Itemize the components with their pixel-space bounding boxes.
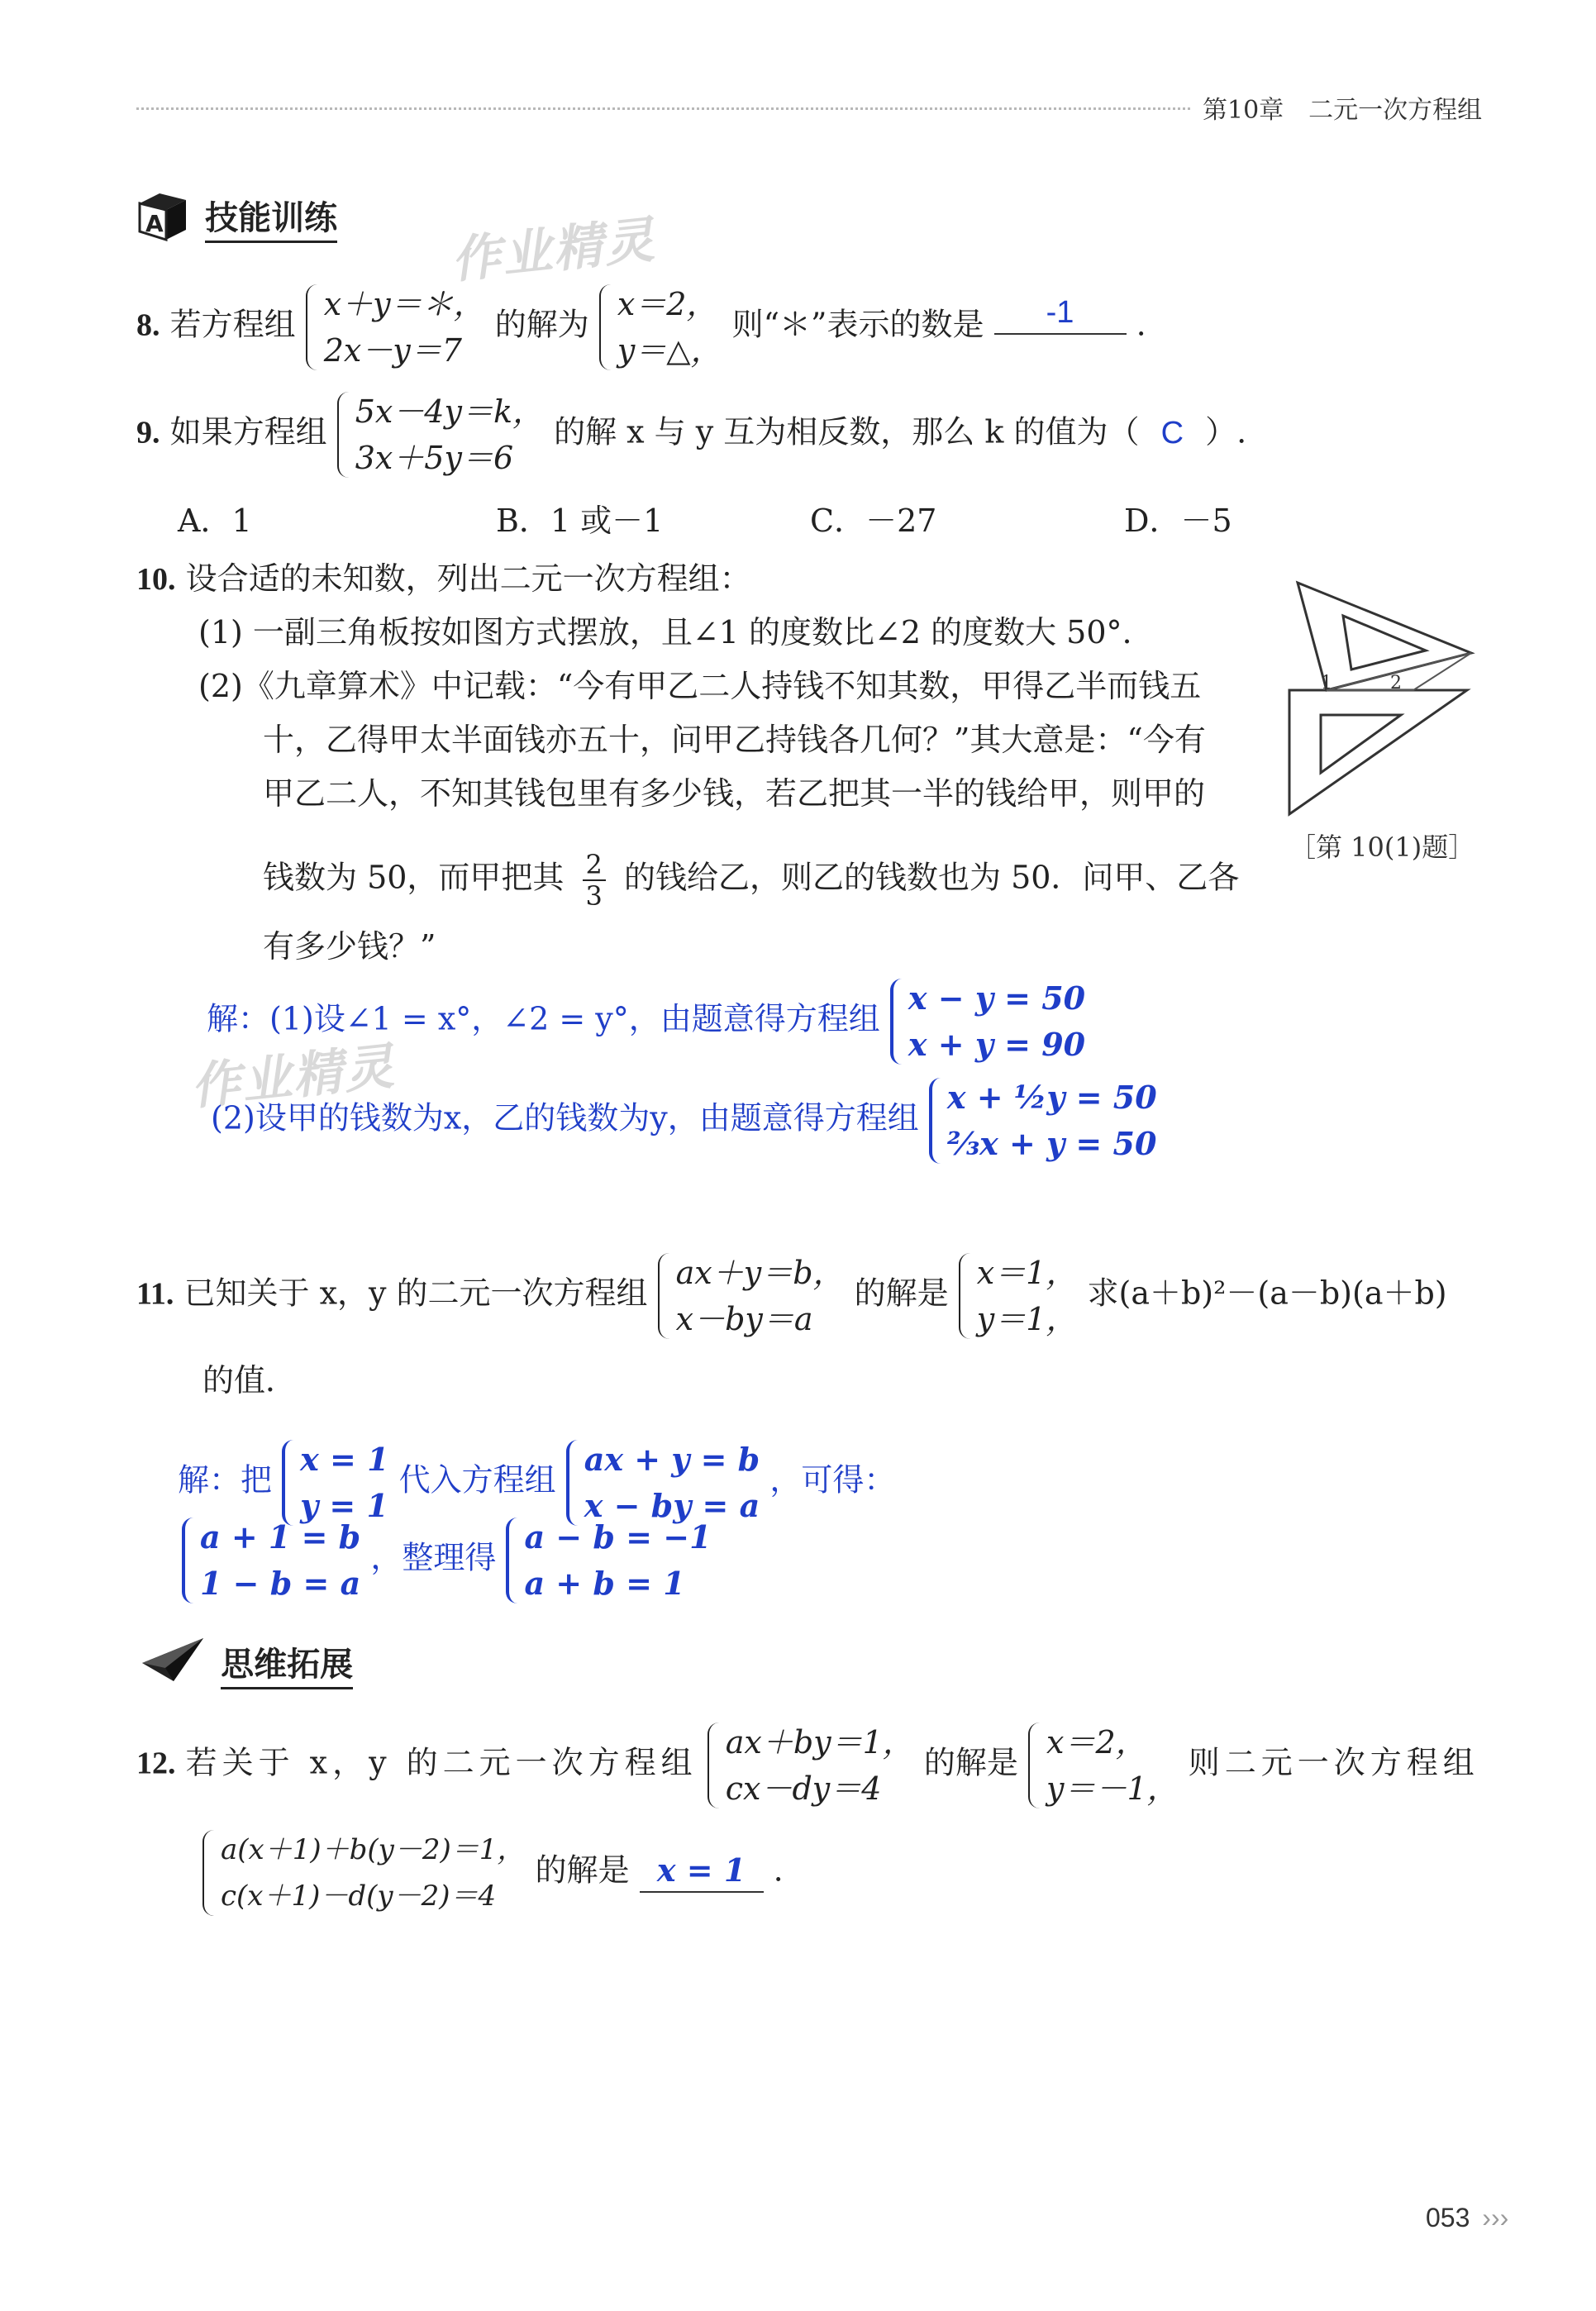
svg-text:A: A <box>145 210 164 237</box>
q9-option-b: B．1 或－1 <box>496 503 664 539</box>
q9-option-c: C．－27 <box>810 503 937 539</box>
q8-answer: -1 <box>994 292 1127 335</box>
svg-text:2: 2 <box>1390 673 1402 693</box>
question-12: 12. 若关于 x，y 的二元一次方程组 ax＋by＝1， cx－dy＝4 的解是 x＝2， y＝－1， 则二元一次方程组 <box>136 1719 1479 1812</box>
q10-solution-1-system: x − y = 50 x + y = 90 <box>890 975 1085 1068</box>
paper-plane-icon <box>141 1635 205 1688</box>
q12-line2: a(x＋1)＋b(y－2)＝1， c(x＋1)－d(y－2)＝4 的解是 x = 1 . <box>202 1827 784 1919</box>
q8-text1: 若方程组 <box>169 306 296 343</box>
q10-solution-2-system: x + ½y = 50 ⅔x + y = 50 <box>929 1074 1157 1167</box>
q11-system-1: ax＋y＝b， x－by＝a <box>658 1250 845 1342</box>
q10-part2-line3: 甲乙二人，不知其钱包里有多少钱，若乙把其一半的钱给甲，则甲的 <box>263 775 1206 812</box>
q10-part1: (1) 一副三角板按如图方式摆放，且∠1 的度数比∠2 的度数大 50°. <box>198 614 1132 650</box>
q9-text2: 的解 x 与 y 互为相反数，那么 k 的值为（ <box>554 413 1140 450</box>
question-9: 9. 如果方程组 5x－4y＝k， 3x＋5y＝6 的解 x 与 y 互为相反数，那么 k 的值为（ C ）. <box>136 388 1246 481</box>
header-rule <box>136 107 1190 110</box>
watermark: 作业精灵 <box>448 211 659 290</box>
section-thinking-extension <box>141 1635 353 1688</box>
q11-text-value: 的值． <box>202 1362 298 1399</box>
question-8: 8. 若方程组 x＋y＝＊， 2x－y＝7 的解为 x＝2， y＝△， 则“＊”表示的数是 -1 . <box>136 281 1146 374</box>
section-a-title: 技能训练 <box>205 199 337 243</box>
chapter-title: 第10章 二元一次方程组 <box>1203 96 1483 125</box>
chevrons-icon: ››› <box>1482 2203 1509 2232</box>
q10-stem: 10. 设合适的未知数，列出二元一次方程组： <box>136 560 751 597</box>
q10-part2-line6: 有多少钱？” <box>263 928 436 965</box>
section-b-title: 思维拓展 <box>221 1646 353 1689</box>
q10-number: 10. <box>136 562 176 597</box>
page-number: 053 ››› <box>1426 2203 1509 2232</box>
q10-part2-line4: 钱数为 50，而甲把其 $\frac{2}{3}$ 的钱给乙，则乙的钱数也为 50．问甲、乙各 <box>263 849 1240 912</box>
q9-number: 9. <box>136 415 160 450</box>
q12-system-3: a(x＋1)＋b(y－2)＝1， c(x＋1)－d(y－2)＝4 <box>202 1827 525 1919</box>
q8-number: 8. <box>136 307 160 343</box>
q8-text2: 的解为 <box>494 306 589 343</box>
q9-answer: C <box>1160 415 1184 450</box>
q10-solution-1: 解：(1)设∠1 = x°，∠2 = y°，由题意得方程组 x − y = 50 x + y = 90 <box>207 975 1085 1068</box>
triangle-rulers-figure <box>1281 574 1479 822</box>
q11-solution-line1: 解：把 x = 1 y = 1 代入方程组 ax + y = b x − by = a ，可得： <box>178 1441 896 1524</box>
question-11: 11. 已知关于 x，y 的二元一次方程组 ax＋y＝b， x－by＝a 的解是 x＝1， y＝1， 求(a＋b)²－(a－b)(a＋b) <box>136 1250 1447 1342</box>
q12-answer: x = 1 <box>640 1850 764 1893</box>
cube-a-icon <box>136 188 189 241</box>
q10-part2-line1: (2)《九章算术》中记载：“今有甲乙二人持钱不知其数，甲得乙半而钱五 <box>198 668 1202 704</box>
q12-system-1: ax＋by＝1， cx－dy＝4 <box>707 1719 914 1812</box>
q10-part2-line2: 十，乙得甲太半面钱亦五十，问甲乙持钱各几何？”其大意是：“今有 <box>263 722 1206 758</box>
q11-system-2: x＝1， y＝1， <box>959 1250 1078 1342</box>
figure-caption: ［第 10(1)题］ <box>1289 831 1475 863</box>
svg-text:1: 1 <box>1321 673 1332 693</box>
q11-solution-line2: a + 1 = b 1 − b = a ，整理得 a − b = −1 a + b = 1 <box>182 1514 712 1607</box>
q11-number: 11. <box>136 1276 174 1312</box>
q12-number: 12. <box>136 1746 176 1781</box>
q9-system: 5x－4y＝k， 3x＋5y＝6 <box>337 388 544 481</box>
watermark-2: 作业精灵 <box>188 1037 398 1117</box>
q8-system-1: x＋y＝＊， 2x－y＝7 <box>306 281 485 374</box>
q12-system-2: x＝2， y＝－1， <box>1028 1719 1179 1812</box>
q9-text1: 如果方程组 <box>169 413 327 450</box>
q8-text3: 则“＊”表示的数是 <box>731 306 984 343</box>
fraction-two-thirds: $\frac{2}{3}$ <box>583 850 606 911</box>
q8-system-2: x＝2， y＝△， <box>599 281 722 374</box>
q10-solution-2: (2)设甲的钱数为x，乙的钱数为y，由题意得方程组 x + ½y = 50 ⅔x + y = 50 <box>211 1074 1157 1167</box>
section-skill-training <box>136 188 337 241</box>
q9-option-d: D．－5 <box>1124 503 1232 539</box>
q9-option-a: A．1 <box>178 503 252 539</box>
